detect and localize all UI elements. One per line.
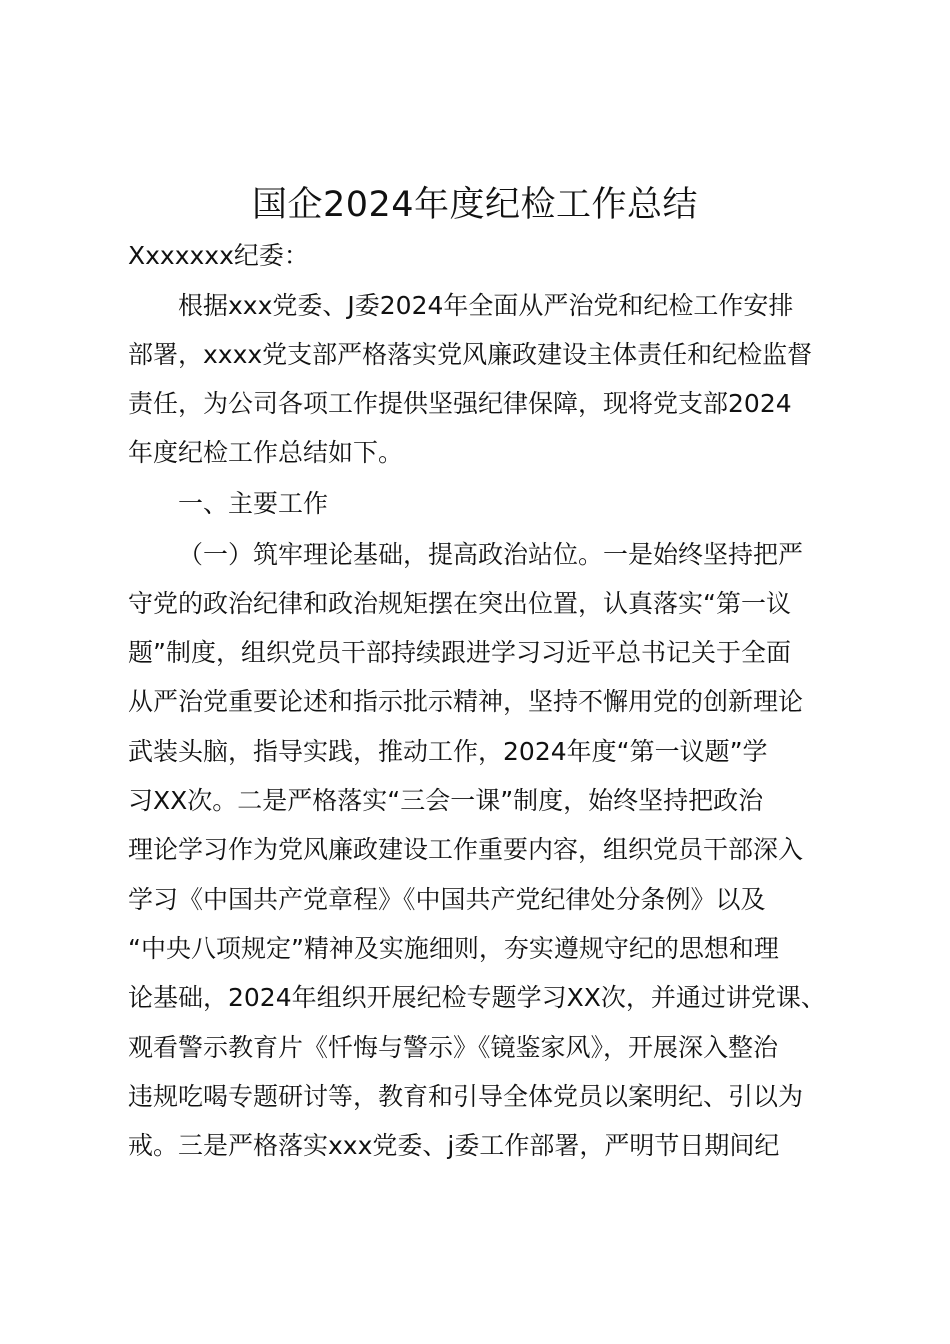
paragraph-line: 学习《中国共产党章程》《中国共产党纪律处分条例》以及 xyxy=(128,885,766,914)
paragraph-line: 根据xxx党委、J委2024年全面从严治党和纪检工作安排 xyxy=(178,291,794,320)
paragraph-line: 观看警示教育片《忏悔与警示》《镜鉴家风》，开展深入整治 xyxy=(128,1033,779,1062)
paragraph-line: 年度纪检工作总结如下。 xyxy=(128,438,404,467)
paragraph-line: “中央八项规定”精神及实施细则，夯实遵规守纪的思想和理 xyxy=(128,934,779,963)
paragraph-line: 部署，xxxx党支部严格落实党风廉政建设主体责任和纪检监督 xyxy=(128,340,813,369)
paragraph-line: （一）筑牢理论基础，提高政治站位。一是始终坚持把严 xyxy=(178,540,804,569)
paragraph-line: 武装头脑，指导实践，推动工作，2024年度“第一议题”学 xyxy=(128,737,768,766)
paragraph-line: 戒。三是严格落实xxx党委、j委工作部署，严明节日期间纪 xyxy=(128,1131,780,1160)
paragraph-line: 习XX次。二是严格落实“三会一课”制度，始终坚持把政治 xyxy=(128,786,764,815)
paragraph-line: 论基础，2024年组织开展纪检专题学习XX次，并通过讲党课、 xyxy=(128,983,826,1012)
paragraph-line: 违规吃喝专题研讨等，教育和引导全体党员以案明纪、引以为 xyxy=(128,1082,804,1111)
paragraph-line: 理论学习作为党风廉政建设工作重要内容，组织党员干部深入 xyxy=(128,835,804,864)
paragraph-line: 责任，为公司各项工作提供坚强纪律保障，现将党支部2024 xyxy=(128,389,792,418)
section-heading: 一、主要工作 xyxy=(178,489,329,518)
paragraph-line: 题”制度，组织党员干部持续跟进学习习近平总书记关于全面 xyxy=(128,638,791,667)
salutation: Xxxxxxx纪委： xyxy=(128,241,309,270)
document-title: 国企2024年度纪检工作总结 xyxy=(251,185,699,225)
paragraph-line: 从严治党重要论述和指示批示精神，坚持不懈用党的创新理论 xyxy=(128,687,804,716)
paragraph-line: 守党的政治纪律和政治规矩摆在突出位置，认真落实“第一议 xyxy=(128,589,791,618)
